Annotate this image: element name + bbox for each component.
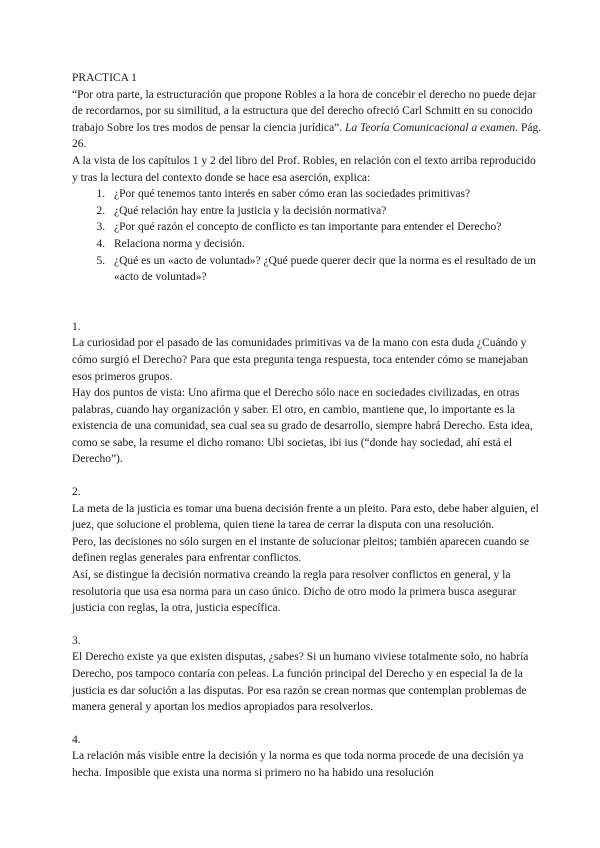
answer-number: 4.	[72, 733, 81, 746]
quote-text: “Por otra parte, la estructuración que propone Robles a la hora de concebir el derecho no puede dejar de recordarnos, por su similitud, a la estructura que del derecho ofreció Carl Schmitt en su conocido trabajo Sobre los tres modos de pensar la ciencia jurídica”.	[72, 88, 537, 134]
spacer	[72, 617, 542, 633]
quote-source: La Teoría Comunicacional a examen.	[345, 121, 519, 134]
answer-paragraph: La meta de la justicia es tomar una buena decisión frente a un pleito. Para esto, debe haber alguien, el juez, que solucione el problema, quien tiene la tarea de cerrar la disputa con una resolución.	[72, 502, 539, 532]
question-item: 5. ¿Qué es un «acto de voluntad»? ¿Qué puede querer decir que la norma es el resultado de un «acto de voluntad»?	[108, 253, 542, 286]
question-item: 1. ¿Por qué tenemos tanto interés en saber cómo eran las sociedades primitivas?	[108, 186, 542, 203]
question-item: 4. Relaciona norma y decisión.	[108, 236, 542, 253]
answer-section-1	[72, 319, 542, 468]
answer-section-2	[72, 484, 542, 617]
answer-section-3	[72, 633, 542, 716]
intro-paragraph: A la vista de los capítulos 1 y 2 del libro del Prof. Robles, en relación con el texto arriba reproducido y tras la lectura del contexto donde se hace esa aserción, explica:	[72, 154, 536, 184]
answer-paragraph: La relación más visible entre la decisión y la norma es que toda norma procede de una decisión ya hecha. Imposible que exista una norma si primero no ha habido una resolución	[72, 750, 524, 779]
questions-list	[72, 186, 542, 286]
answer-number: 2.	[72, 486, 81, 499]
question-item: 2. ¿Qué relación hay entre la justicia y la decisión normativa?	[108, 203, 542, 220]
quote-page: Pág. 26.	[72, 121, 542, 151]
question-item: 3. ¿Por qué razón el concepto de conflicto es tan importante para entender el Derecho?	[108, 219, 542, 236]
answer-paragraph: Pero, las decisiones no sólo surgen en el instante de solucionar pleitos; también aparecen cuando se definen reglas generales para enfrentar conflictos.	[72, 535, 530, 565]
answer-section-4	[72, 732, 542, 782]
answer-paragraph: Hay dos puntos de vista: Uno afirma que el Derecho sólo nace en sociedades civilizadas, en otras palabras, cuando hay organización y saber. El otro, en cambio, mantiene que, lo importante es la existencia de una comunidad, sea cual sea su grado de desarrollo, siempre habrá Derecho. Esta idea, como se sabe, la resume el dicho romano: Ubi societas, ibi ius (“donde hay sociedad, ahí está el Derecho”).	[72, 387, 533, 466]
answer-number: 3.	[72, 634, 81, 647]
document-title: PRACTICA 1	[72, 72, 137, 84]
quote-paragraph	[72, 87, 542, 153]
answer-number: 1.	[72, 320, 81, 333]
spacer	[72, 286, 542, 319]
spacer	[72, 468, 542, 484]
spacer	[72, 716, 542, 732]
answer-paragraph: La curiosidad por el pasado de las comunidades primitivas va de la mano con esta duda ¿Cuándo y cómo surgió el Derecho? Para que esta pregunta tenga respuesta, toca entender cómo se manejaban esos primeros grupos.	[72, 337, 529, 383]
answer-paragraph: Así, se distingue la decisión normativa creando la regla para resolver conflictos en general, y la resolutoria que usa esa norma para un caso único. Dicho de otro modo la primera busca asegurar justicia con reglas, la otra, justicia específica.	[72, 569, 517, 615]
answer-paragraph: El Derecho existe ya que existen disputas, ¿sabes? Si un humano viviese totalmente solo, no habría Derecho, pos tampoco contaría con peleas. La función principal del Derecho y en especial la de la justicia es dar solución a las disputas. Por esa razón se crean normas que contemplan problemas de manera general y aportan los medios apropiados para resolverlos.	[72, 651, 529, 714]
